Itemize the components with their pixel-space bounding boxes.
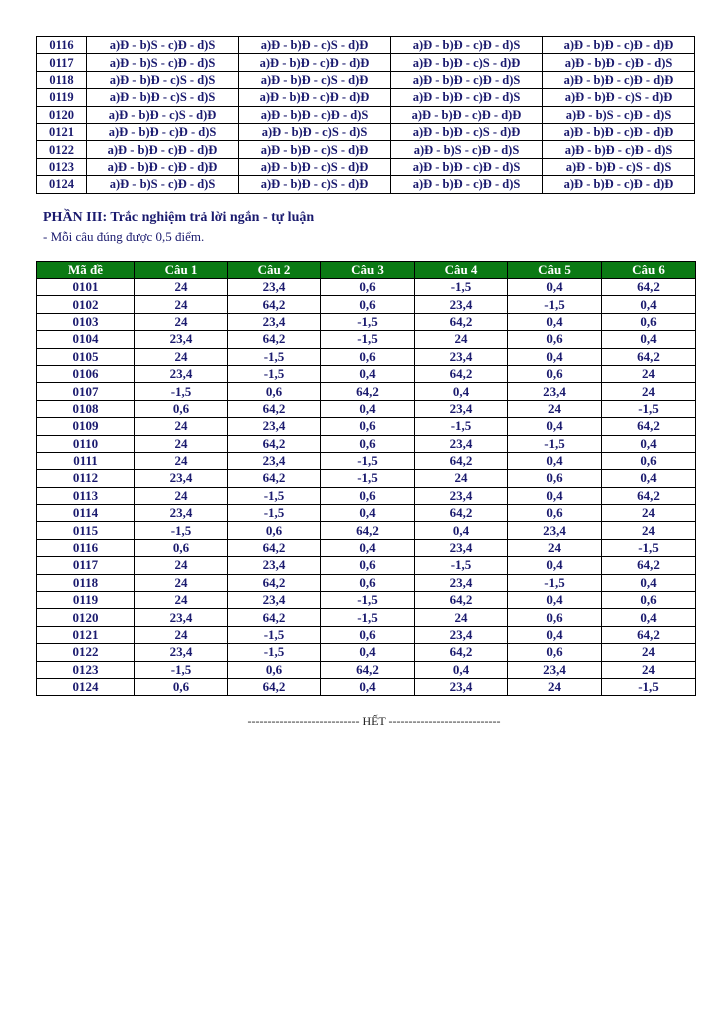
part3-header-row xyxy=(37,262,696,279)
answer-cell: a)Đ - b)Đ - c)Đ - d)S xyxy=(391,176,543,193)
exam-code-cell: 0122 xyxy=(37,141,87,158)
header-cau-5: Câu 5 xyxy=(508,262,602,279)
answer-cell: 24 xyxy=(135,592,228,609)
answer-cell: a)Đ - b)Đ - c)Đ - d)Đ xyxy=(543,123,695,140)
answer-cell: a)Đ - b)Đ - c)Đ - d)S xyxy=(391,158,543,175)
answer-cell: 23,4 xyxy=(415,400,508,417)
answer-cell: -1,5 xyxy=(508,296,602,313)
answer-cell: 64,2 xyxy=(321,383,415,400)
answer-cell: a)Đ - b)Đ - c)Đ - d)S xyxy=(391,37,543,54)
answer-cell: a)Đ - b)Đ - c)Đ - d)Đ xyxy=(543,176,695,193)
answer-cell: -1,5 xyxy=(602,539,696,556)
table-row xyxy=(37,331,696,348)
answer-cell: 64,2 xyxy=(228,470,321,487)
answer-cell: a)Đ - b)Đ - c)Đ - d)Đ xyxy=(239,54,391,71)
exam-code-cell: 0103 xyxy=(37,313,135,330)
table-row xyxy=(37,435,696,452)
exam-code-cell: 0117 xyxy=(37,557,135,574)
exam-code-cell: 0118 xyxy=(37,71,87,88)
exam-code-cell: 0119 xyxy=(37,592,135,609)
answer-cell: -1,5 xyxy=(602,400,696,417)
answer-cell: 0,4 xyxy=(508,452,602,469)
answer-cell: 0,4 xyxy=(321,400,415,417)
answer-cell: 0,6 xyxy=(321,296,415,313)
answer-cell: 0,6 xyxy=(508,609,602,626)
answer-cell: 23,4 xyxy=(228,279,321,296)
answer-cell: 0,4 xyxy=(415,522,508,539)
table-row xyxy=(37,296,696,313)
answer-cell: a)Đ - b)S - c)Đ - d)S xyxy=(87,54,239,71)
exam-code-cell: 0124 xyxy=(37,176,87,193)
answer-cell: 0,6 xyxy=(321,626,415,643)
table-row xyxy=(37,539,696,556)
exam-code-cell: 0113 xyxy=(37,487,135,504)
answer-cell: a)Đ - b)Đ - c)Đ - d)S xyxy=(239,106,391,123)
answer-cell: 0,6 xyxy=(321,348,415,365)
answer-cell: 0,4 xyxy=(415,661,508,678)
answer-cell: 23,4 xyxy=(508,383,602,400)
answer-cell: 64,2 xyxy=(228,609,321,626)
answer-cell: 24 xyxy=(602,522,696,539)
answer-cell: 0,6 xyxy=(602,452,696,469)
answer-cell: 24 xyxy=(135,296,228,313)
answer-cell: 0,4 xyxy=(602,470,696,487)
answer-cell: 0,6 xyxy=(228,522,321,539)
answer-cell: 23,4 xyxy=(415,678,508,695)
answer-cell: a)Đ - b)Đ - c)Đ - d)Đ xyxy=(543,71,695,88)
exam-code-cell: 0111 xyxy=(37,452,135,469)
answer-cell: 0,4 xyxy=(321,539,415,556)
answer-cell: a)Đ - b)Đ - c)S - d)Đ xyxy=(239,71,391,88)
exam-code-cell: 0102 xyxy=(37,296,135,313)
answer-cell: 0,6 xyxy=(228,661,321,678)
table-row xyxy=(37,279,696,296)
answer-cell: 64,2 xyxy=(228,678,321,695)
answer-cell: 0,4 xyxy=(508,592,602,609)
answer-cell: -1,5 xyxy=(228,644,321,661)
answer-cell: a)Đ - b)Đ - c)S - d)Đ xyxy=(239,158,391,175)
table-row xyxy=(37,37,695,54)
answer-cell: -1,5 xyxy=(415,279,508,296)
table-row xyxy=(37,365,696,382)
table-row xyxy=(37,383,696,400)
answer-cell: 0,4 xyxy=(602,435,696,452)
answer-cell: a)Đ - b)Đ - c)Đ - d)Đ xyxy=(87,141,239,158)
table-row xyxy=(37,644,696,661)
table-row xyxy=(37,158,695,175)
answer-cell: 0,6 xyxy=(321,574,415,591)
exam-code-cell: 0121 xyxy=(37,123,87,140)
answer-cell: a)Đ - b)Đ - c)Đ - d)Đ xyxy=(87,158,239,175)
table-row xyxy=(37,106,695,123)
exam-code-cell: 0123 xyxy=(37,158,87,175)
answer-cell: 64,2 xyxy=(602,279,696,296)
answer-cell: 64,2 xyxy=(602,418,696,435)
answer-cell: a)Đ - b)Đ - c)Đ - d)Đ xyxy=(391,106,543,123)
answer-cell: 23,4 xyxy=(415,348,508,365)
table-row xyxy=(37,470,696,487)
exam-code-cell: 0123 xyxy=(37,661,135,678)
answer-cell: 64,2 xyxy=(602,348,696,365)
answer-cell: -1,5 xyxy=(321,331,415,348)
answer-cell: 0,4 xyxy=(508,348,602,365)
answer-cell: 0,6 xyxy=(508,331,602,348)
answer-cell: 24 xyxy=(135,574,228,591)
answer-cell: 24 xyxy=(135,626,228,643)
answer-cell: 64,2 xyxy=(228,296,321,313)
answer-cell: -1,5 xyxy=(228,365,321,382)
answer-cell: a)Đ - b)Đ - c)S - d)S xyxy=(239,123,391,140)
answer-cell: a)Đ - b)S - c)Đ - d)S xyxy=(87,37,239,54)
table-row xyxy=(37,176,695,193)
answer-cell: -1,5 xyxy=(321,592,415,609)
table-row xyxy=(37,54,695,71)
answer-cell: 0,4 xyxy=(508,313,602,330)
exam-code-cell: 0116 xyxy=(37,37,87,54)
exam-code-cell: 0124 xyxy=(37,678,135,695)
answer-cell: a)Đ - b)Đ - c)Đ - d)S xyxy=(543,54,695,71)
answer-cell: 0,4 xyxy=(321,644,415,661)
answer-cell: -1,5 xyxy=(135,383,228,400)
table-row xyxy=(37,123,695,140)
answer-cell: 64,2 xyxy=(321,661,415,678)
table-row xyxy=(37,609,696,626)
answer-cell: 23,4 xyxy=(135,505,228,522)
answer-cell: 24 xyxy=(508,539,602,556)
answer-cell: a)Đ - b)Đ - c)S - d)S xyxy=(543,158,695,175)
part2-answer-table xyxy=(36,36,695,194)
answer-cell: a)Đ - b)S - c)Đ - d)S xyxy=(391,141,543,158)
answer-cell: 64,2 xyxy=(602,557,696,574)
table-row xyxy=(37,678,696,695)
answer-cell: 64,2 xyxy=(415,313,508,330)
answer-cell: -1,5 xyxy=(228,348,321,365)
answer-cell: a)Đ - b)Đ - c)Đ - d)Đ xyxy=(239,89,391,106)
table-row xyxy=(37,557,696,574)
answer-cell: 0,6 xyxy=(321,487,415,504)
exam-code-cell: 0114 xyxy=(37,505,135,522)
table-row xyxy=(37,89,695,106)
answer-cell: -1,5 xyxy=(321,452,415,469)
answer-cell: 0,4 xyxy=(321,505,415,522)
header-cau-4: Câu 4 xyxy=(415,262,508,279)
answer-cell: -1,5 xyxy=(135,522,228,539)
answer-cell: 0,6 xyxy=(508,470,602,487)
table-row xyxy=(37,505,696,522)
header-ma-de: Mã đề xyxy=(37,262,135,279)
answer-cell: 24 xyxy=(602,365,696,382)
answer-cell: a)Đ - b)Đ - c)Đ - d)S xyxy=(391,71,543,88)
header-cau-3: Câu 3 xyxy=(321,262,415,279)
answer-cell: 23,4 xyxy=(135,609,228,626)
table-row xyxy=(37,400,696,417)
answer-cell: 24 xyxy=(135,452,228,469)
table-row xyxy=(37,71,695,88)
answer-cell: -1,5 xyxy=(228,487,321,504)
part3-heading: PHẦN III: Trắc nghiệm trả lời ngắn - tự luận xyxy=(43,210,315,225)
answer-cell: 23,4 xyxy=(415,487,508,504)
exam-code-cell: 0107 xyxy=(37,383,135,400)
answer-cell: 23,4 xyxy=(415,626,508,643)
answer-cell: 24 xyxy=(135,348,228,365)
table-row xyxy=(37,574,696,591)
answer-cell: a)Đ - b)Đ - c)Đ - d)S xyxy=(391,89,543,106)
answer-cell: 0,6 xyxy=(321,435,415,452)
answer-cell: 24 xyxy=(602,383,696,400)
answer-cell: 24 xyxy=(135,557,228,574)
answer-cell: a)Đ - b)Đ - c)S - d)Đ xyxy=(87,106,239,123)
answer-cell: 23,4 xyxy=(508,661,602,678)
table-row xyxy=(37,626,696,643)
answer-cell: 64,2 xyxy=(321,522,415,539)
answer-cell: 24 xyxy=(508,678,602,695)
answer-cell: -1,5 xyxy=(135,661,228,678)
answer-cell: 0,6 xyxy=(508,644,602,661)
answer-cell: 64,2 xyxy=(228,400,321,417)
answer-cell: 64,2 xyxy=(228,574,321,591)
table-row xyxy=(37,592,696,609)
answer-cell: 24 xyxy=(415,609,508,626)
answer-cell: 24 xyxy=(135,418,228,435)
exam-code-cell: 0118 xyxy=(37,574,135,591)
exam-code-cell: 0105 xyxy=(37,348,135,365)
answer-cell: 64,2 xyxy=(228,539,321,556)
table-row xyxy=(37,348,696,365)
header-cau-1: Câu 1 xyxy=(135,262,228,279)
answer-cell: 64,2 xyxy=(415,592,508,609)
answer-cell: 64,2 xyxy=(228,435,321,452)
answer-cell: 24 xyxy=(602,644,696,661)
exam-code-cell: 0117 xyxy=(37,54,87,71)
answer-cell: 64,2 xyxy=(415,452,508,469)
part3-table-body xyxy=(37,279,696,696)
answer-cell: a)Đ - b)S - c)Đ - d)S xyxy=(543,106,695,123)
part3-scoring-note: - Mỗi câu đúng được 0,5 điểm. xyxy=(43,229,205,244)
table-row xyxy=(37,141,695,158)
answer-cell: 0,6 xyxy=(321,279,415,296)
answer-cell: 0,4 xyxy=(321,678,415,695)
answer-cell: -1,5 xyxy=(415,418,508,435)
answer-cell: 64,2 xyxy=(415,365,508,382)
table-row xyxy=(37,452,696,469)
answer-cell: a)Đ - b)Đ - c)Đ - d)Đ xyxy=(543,37,695,54)
answer-cell: 64,2 xyxy=(602,626,696,643)
answer-cell: 23,4 xyxy=(415,539,508,556)
answer-cell: 24 xyxy=(602,505,696,522)
answer-cell: 0,4 xyxy=(415,383,508,400)
exam-code-cell: 0101 xyxy=(37,279,135,296)
answer-cell: 0,6 xyxy=(135,678,228,695)
answer-cell: -1,5 xyxy=(321,609,415,626)
answer-cell: a)Đ - b)Đ - c)S - d)Đ xyxy=(239,141,391,158)
answer-cell: -1,5 xyxy=(228,626,321,643)
answer-cell: -1,5 xyxy=(321,313,415,330)
answer-cell: 0,4 xyxy=(508,626,602,643)
answer-cell: 0,6 xyxy=(508,505,602,522)
table-row xyxy=(37,487,696,504)
answer-cell: -1,5 xyxy=(602,678,696,695)
answer-cell: 0,6 xyxy=(321,557,415,574)
answer-cell: 23,4 xyxy=(415,435,508,452)
answer-cell: 24 xyxy=(602,661,696,678)
part2-table-body xyxy=(37,37,695,194)
exam-code-cell: 0109 xyxy=(37,418,135,435)
exam-code-cell: 0106 xyxy=(37,365,135,382)
answer-cell: 64,2 xyxy=(228,331,321,348)
header-cau-6: Câu 6 xyxy=(602,262,696,279)
answer-cell: 0,4 xyxy=(602,574,696,591)
answer-cell: 0,6 xyxy=(602,313,696,330)
answer-cell: 0,4 xyxy=(508,487,602,504)
answer-cell: 23,4 xyxy=(228,313,321,330)
table-row xyxy=(37,418,696,435)
answer-cell: a)Đ - b)Đ - c)S - d)S xyxy=(87,71,239,88)
exam-code-cell: 0119 xyxy=(37,89,87,106)
answer-cell: 23,4 xyxy=(415,296,508,313)
answer-cell: -1,5 xyxy=(415,557,508,574)
answer-cell: 64,2 xyxy=(602,487,696,504)
answer-cell: a)Đ - b)Đ - c)S - d)Đ xyxy=(239,37,391,54)
exam-code-cell: 0115 xyxy=(37,522,135,539)
answer-cell: 24 xyxy=(135,313,228,330)
answer-cell: 0,6 xyxy=(135,539,228,556)
answer-cell: 64,2 xyxy=(415,505,508,522)
answer-cell: a)Đ - b)Đ - c)S - d)S xyxy=(87,89,239,106)
answer-cell: 24 xyxy=(135,435,228,452)
answer-cell: 23,4 xyxy=(415,574,508,591)
exam-code-cell: 0116 xyxy=(37,539,135,556)
answer-cell: -1,5 xyxy=(321,470,415,487)
answer-cell: 0,4 xyxy=(602,609,696,626)
answer-cell: 0,4 xyxy=(602,331,696,348)
answer-cell: 23,4 xyxy=(135,470,228,487)
answer-cell: 0,6 xyxy=(228,383,321,400)
exam-code-cell: 0122 xyxy=(37,644,135,661)
answer-cell: -1,5 xyxy=(228,505,321,522)
answer-cell: a)Đ - b)S - c)Đ - d)S xyxy=(87,176,239,193)
answer-cell: 24 xyxy=(508,400,602,417)
answer-cell: 23,4 xyxy=(508,522,602,539)
answer-cell: 23,4 xyxy=(228,557,321,574)
answer-cell: 0,4 xyxy=(508,279,602,296)
answer-cell: a)Đ - b)Đ - c)Đ - d)S xyxy=(543,141,695,158)
exam-code-cell: 0104 xyxy=(37,331,135,348)
exam-code-cell: 0121 xyxy=(37,626,135,643)
answer-cell: 0,6 xyxy=(602,592,696,609)
header-cau-2: Câu 2 xyxy=(228,262,321,279)
table-row xyxy=(37,522,696,539)
table-row xyxy=(37,661,696,678)
answer-cell: 0,4 xyxy=(508,418,602,435)
answer-cell: 0,6 xyxy=(321,418,415,435)
answer-cell: 24 xyxy=(135,487,228,504)
exam-code-cell: 0120 xyxy=(37,609,135,626)
answer-cell: a)Đ - b)Đ - c)S - d)Đ xyxy=(543,89,695,106)
answer-cell: 23,4 xyxy=(135,365,228,382)
answer-cell: 0,6 xyxy=(135,400,228,417)
answer-cell: 24 xyxy=(415,331,508,348)
exam-code-cell: 0108 xyxy=(37,400,135,417)
answer-cell: 0,4 xyxy=(602,296,696,313)
end-marker: ---------------------------- HẾT ---------------------------- xyxy=(247,714,501,728)
answer-cell: -1,5 xyxy=(508,574,602,591)
answer-cell: 23,4 xyxy=(135,644,228,661)
answer-cell: a)Đ - b)Đ - c)S - d)Đ xyxy=(391,54,543,71)
exam-code-cell: 0112 xyxy=(37,470,135,487)
answer-cell: 23,4 xyxy=(228,418,321,435)
answer-cell: 24 xyxy=(415,470,508,487)
answer-cell: 0,6 xyxy=(508,365,602,382)
answer-cell: a)Đ - b)Đ - c)Đ - d)S xyxy=(87,123,239,140)
answer-cell: a)Đ - b)Đ - c)S - d)Đ xyxy=(239,176,391,193)
table-row xyxy=(37,313,696,330)
answer-cell: 23,4 xyxy=(135,331,228,348)
answer-cell: 24 xyxy=(135,279,228,296)
answer-cell: 0,4 xyxy=(508,557,602,574)
answer-cell: a)Đ - b)Đ - c)S - d)Đ xyxy=(391,123,543,140)
answer-cell: 23,4 xyxy=(228,592,321,609)
part3-answer-table xyxy=(36,261,696,696)
exam-code-cell: 0110 xyxy=(37,435,135,452)
answer-cell: 0,4 xyxy=(321,365,415,382)
answer-cell: 64,2 xyxy=(415,644,508,661)
exam-code-cell: 0120 xyxy=(37,106,87,123)
answer-cell: 23,4 xyxy=(228,452,321,469)
answer-cell: -1,5 xyxy=(508,435,602,452)
